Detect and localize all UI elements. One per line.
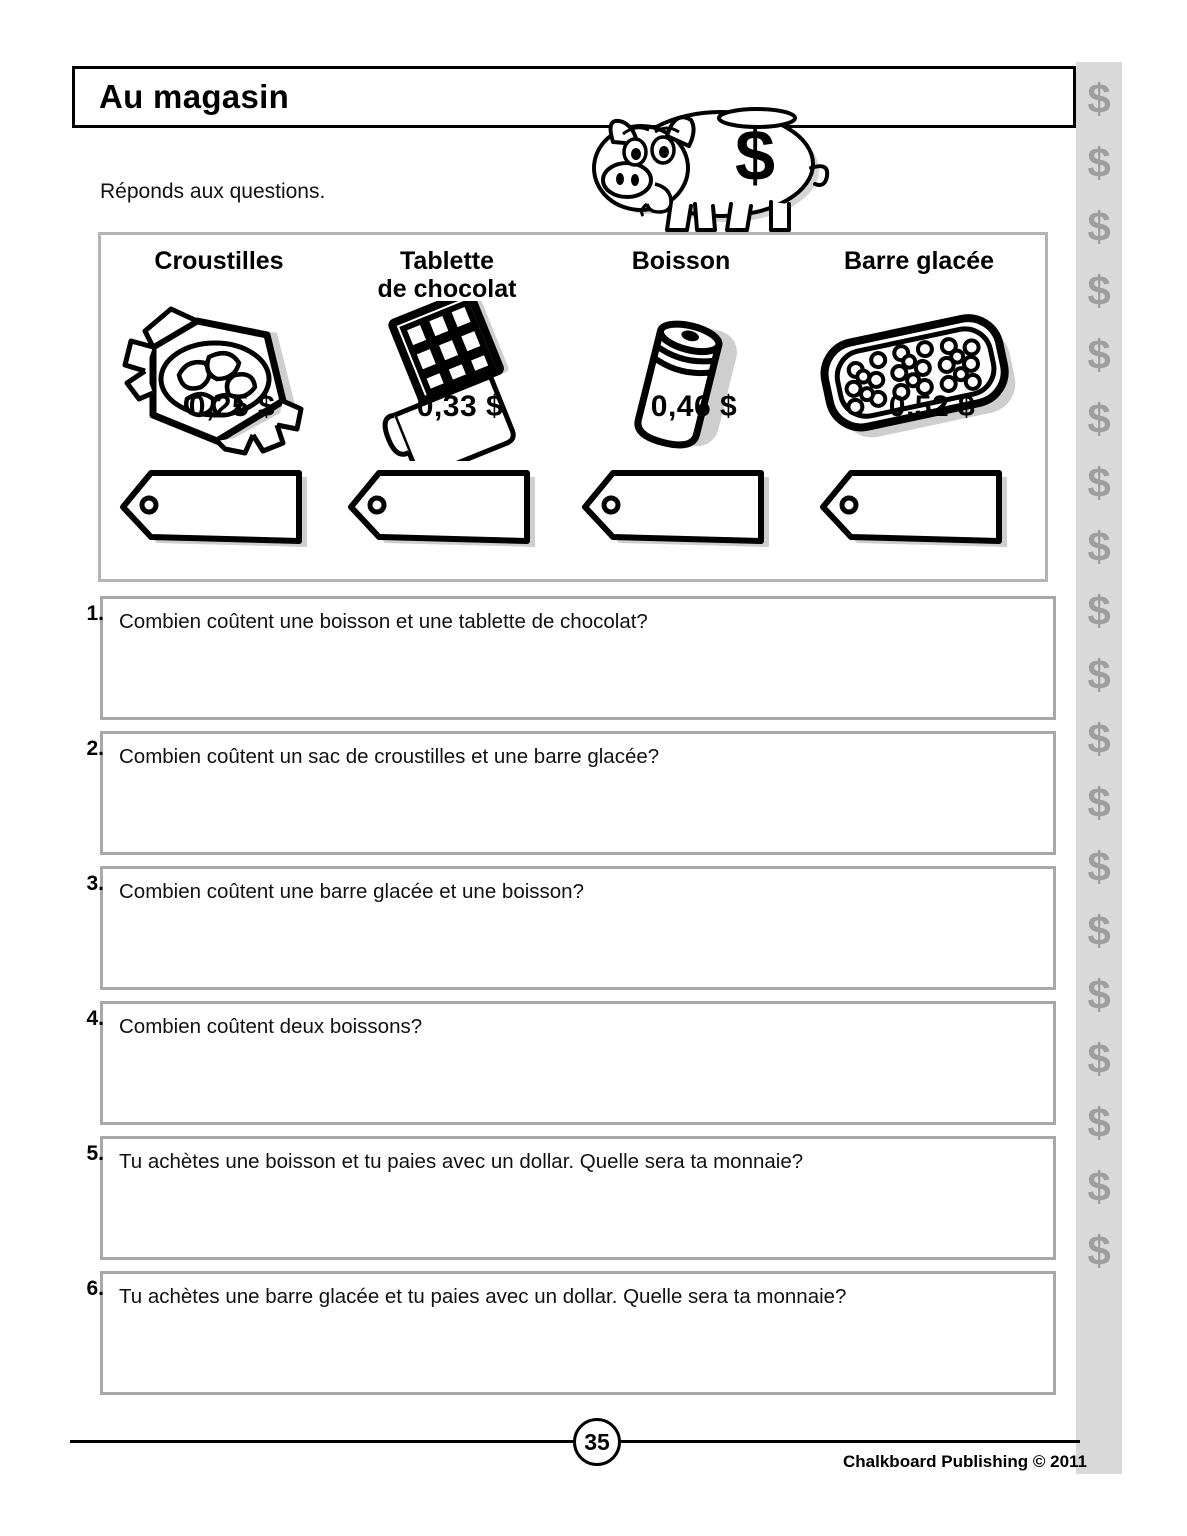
product-label-line1: Tablette xyxy=(400,247,494,275)
dollar-symbol-icon: $ xyxy=(1087,331,1111,378)
page-title: Au magasin xyxy=(99,78,290,115)
price-value: 0,46 $ xyxy=(650,390,738,423)
answer-box[interactable] xyxy=(100,866,1056,990)
question-row xyxy=(72,596,1056,720)
question-row xyxy=(72,731,1056,855)
question-row xyxy=(72,1001,1056,1125)
price-tag-boisson xyxy=(563,463,799,555)
chocolate-bar-icon xyxy=(329,301,565,461)
dollar-symbol-icon: $ xyxy=(1087,907,1111,954)
dollar-symbol-icon: $ xyxy=(1087,1035,1111,1082)
ice-cream-bar-icon xyxy=(801,301,1037,461)
question-text: Combien coûtent une barre glacée et une boisson? xyxy=(119,880,584,903)
answer-box[interactable] xyxy=(100,1136,1056,1260)
question-number: 2. xyxy=(86,737,104,760)
dollar-symbol-icon: $ xyxy=(1087,395,1111,442)
dollar-symbol-icon: $ xyxy=(1087,587,1111,634)
dollar-decoration-strip xyxy=(1076,62,1122,1474)
dollar-symbol-icon: $ xyxy=(1087,267,1111,314)
question-text: Combien coûtent deux boissons? xyxy=(119,1015,423,1038)
dollar-symbol-icon: $ xyxy=(1087,1227,1111,1274)
question-number: 3. xyxy=(86,872,104,895)
question-row xyxy=(72,866,1056,990)
dollar-symbol-icon: $ xyxy=(1087,971,1111,1018)
instruction-text: Réponds aux questions. xyxy=(100,180,326,203)
question-number: 6. xyxy=(86,1277,104,1300)
price-value: 0,52 $ xyxy=(888,390,976,423)
question-number: 1. xyxy=(86,602,104,625)
product-label: Boisson xyxy=(631,247,731,275)
product-column-barre-glacee xyxy=(801,235,1037,579)
price-tag-barre-glacee xyxy=(801,463,1037,555)
product-column-boisson xyxy=(563,235,799,579)
dollar-symbol-icon: $ xyxy=(1087,459,1111,506)
copyright-text: Chalkboard Publishing © 2011 xyxy=(843,1452,1087,1471)
product-label xyxy=(329,247,565,303)
price-tag-croustilles xyxy=(101,463,337,555)
question-number: 4. xyxy=(86,1007,104,1030)
answer-box[interactable] xyxy=(100,731,1056,855)
dollar-symbol-icon: $ xyxy=(1087,715,1111,762)
price-value: 0,25 $ xyxy=(188,390,276,423)
question-row xyxy=(72,1136,1056,1260)
questions-list xyxy=(72,596,1056,1406)
price-tag-chocolat xyxy=(329,463,565,555)
drink-can-icon xyxy=(563,301,799,461)
dollar-symbol-icon: $ xyxy=(1087,843,1111,890)
question-text: Tu achètes une barre glacée et tu paies avec un dollar. Quelle sera ta monnaie? xyxy=(119,1285,847,1308)
product-label: Barre glacée xyxy=(843,247,995,275)
question-text: Tu achètes une boisson et tu paies avec un dollar. Quelle sera ta monnaie? xyxy=(119,1150,804,1173)
dollar-symbol-icon: $ xyxy=(1087,203,1111,250)
product-column-chocolat xyxy=(329,235,565,579)
price-value: 0,33 $ xyxy=(416,390,504,423)
dollar-symbol-icon: $ xyxy=(1087,523,1111,570)
product-label: Croustilles xyxy=(154,247,284,275)
question-text: Combien coûtent une boisson et une tablette de chocolat? xyxy=(119,610,648,633)
page-number-badge: 35 xyxy=(573,1418,621,1466)
dollar-symbol-icon: $ xyxy=(1087,1099,1111,1146)
dollar-symbol-icon: $ xyxy=(1087,1163,1111,1210)
products-panel xyxy=(98,232,1048,582)
dollar-symbol-icon: $ xyxy=(1087,651,1111,698)
chips-bag-icon xyxy=(101,301,337,461)
product-column-croustilles xyxy=(101,235,337,579)
answer-box[interactable] xyxy=(100,1271,1056,1395)
dollar-symbol-icon: $ xyxy=(1087,779,1111,826)
answer-box[interactable] xyxy=(100,596,1056,720)
answer-box[interactable] xyxy=(100,1001,1056,1125)
question-text: Combien coûtent un sac de croustilles et une barre glacée? xyxy=(119,745,660,768)
piggy-dollar-symbol: $ xyxy=(734,116,776,196)
product-label-line2: de chocolat xyxy=(377,275,517,303)
dollar-symbol-icon: $ xyxy=(1087,139,1111,186)
question-row xyxy=(72,1271,1056,1395)
dollar-symbol-icon: $ xyxy=(1087,75,1111,122)
piggy-bank-icon xyxy=(575,72,875,237)
question-number: 5. xyxy=(86,1142,104,1165)
